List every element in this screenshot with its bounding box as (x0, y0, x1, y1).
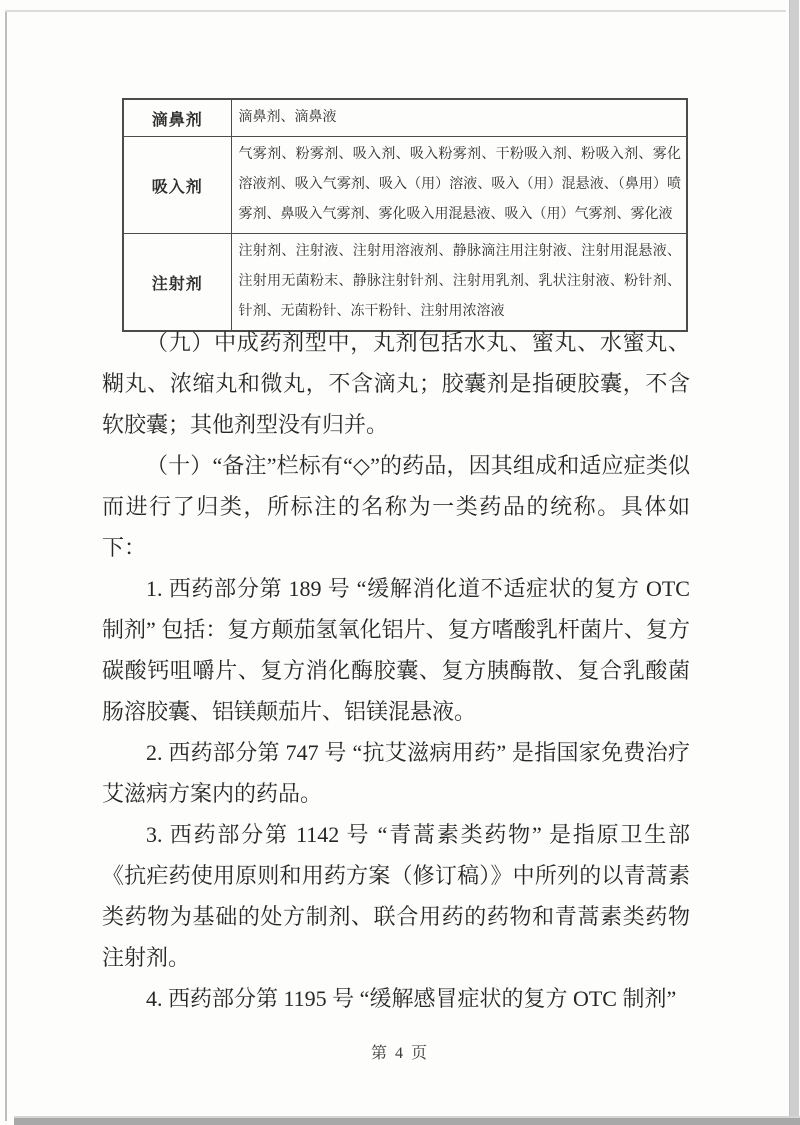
row-content-injection: 注射剂、注射液、注射用溶液剂、静脉滴注用注射液、注射用混悬液、注射用无菌粉末、静脉注射针剂、注射用乳剂、乳状注射液、粉针剂、针剂、无菌粉针、冻干粉针、注射用浓溶液 (231, 234, 687, 332)
table-row (123, 99, 687, 137)
body-text (102, 322, 690, 1019)
scan-edge-top (5, 10, 786, 12)
paragraph-item-3: 3. 西药部分第 1142 号 “青蒿素类药物” 是指原卫生部《抗疟药使用原则和用药方案（修订稿）》中所列的以青蒿素类药物为基础的处方制剂、联合用药的药物和青蒿素类药物注射剂。 (102, 822, 690, 970)
table-row (123, 137, 687, 234)
dosage-form-table (122, 98, 688, 332)
paragraph-item-4: 4. 西药部分第 1195 号 “缓解感冒症状的复方 OTC 制剂” (146, 986, 677, 1011)
row-content-drop-nasal: 滴鼻剂、滴鼻液 (231, 99, 687, 137)
scan-edge-bottom (14, 1116, 800, 1125)
table-row (123, 234, 687, 332)
paragraph-item-1: 1. 西药部分第 189 号 “缓解消化道不适症状的复方 OTC 制剂” 包括：复方颠茄氢氧化铝片、复方嗜酸乳杆菌片、复方碳酸钙咀嚼片、复方消化酶胶囊、复方胰酶散、复合乳酸菌肠溶胶囊、铝镁颠茄片、铝镁混悬液。 (102, 576, 690, 724)
paragraph-item-2: 2. 西药部分第 747 号 “抗艾滋病用药” 是指国家免费治疗艾滋病方案内的药品。 (102, 740, 690, 806)
row-label-inhalation: 吸入剂 (123, 137, 231, 234)
row-content-inhalation: 气雾剂、粉雾剂、吸入剂、吸入粉雾剂、干粉吸入剂、粉吸入剂、雾化溶液剂、吸入气雾剂、吸入（用）溶液、吸入（用）混悬液、（鼻用）喷雾剂、鼻吸入气雾剂、雾化吸入用混悬液、吸入（用）气雾剂、雾化液 (231, 137, 687, 234)
row-label-injection: 注射剂 (123, 234, 231, 332)
scan-edge-left (5, 10, 7, 1121)
scan-edge-right (789, 0, 799, 1125)
paragraph-nine: （九）中成药剂型中，丸剂包括水丸、蜜丸、水蜜丸、糊丸、浓缩丸和微丸，不含滴丸；胶囊剂是指硬胶囊，不含软胶囊；其他剂型没有归并。 (102, 330, 690, 437)
page-number: 第 4 页 (370, 1045, 429, 1062)
paragraph-ten: （十）“备注”栏标有“◇”的药品，因其组成和适应症类似而进行了归类，所标注的名称为一类药品的统称。具体如下： (102, 453, 690, 560)
row-label-drop-nasal: 滴鼻剂 (123, 99, 231, 137)
